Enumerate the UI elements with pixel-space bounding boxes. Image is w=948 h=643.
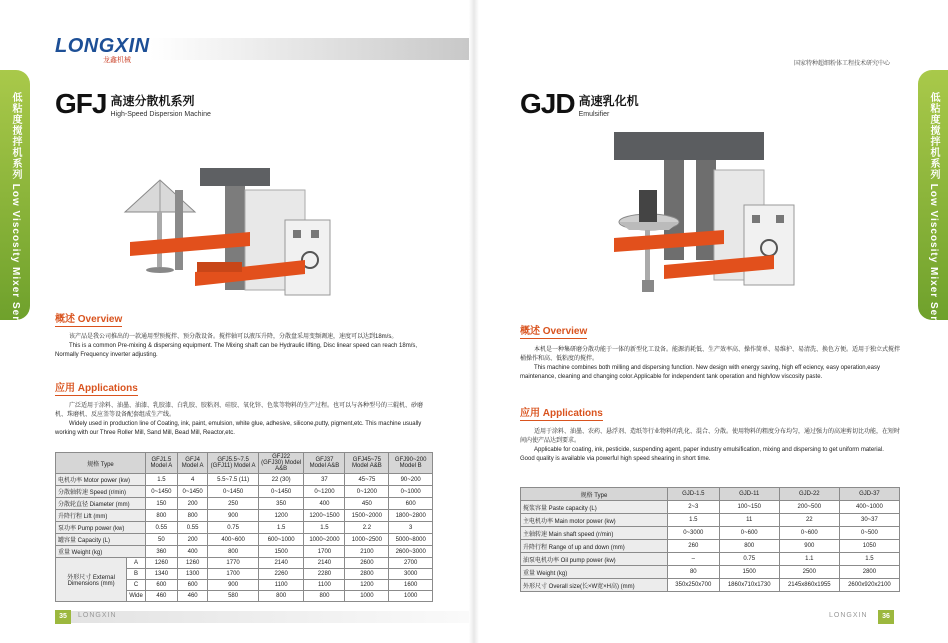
table-row — [56, 510, 433, 522]
table-cell: 2140 — [258, 558, 304, 569]
table-cell: 1050 — [839, 540, 899, 553]
table-header-cell: GFJ37 Model A&B — [304, 453, 345, 474]
table-header-cell: 规格 Type — [56, 453, 146, 474]
table-cell: 2140 — [304, 558, 345, 569]
table-cell: 600~1000 — [258, 534, 304, 546]
table-cell: 2.2 — [345, 522, 389, 534]
table-cell: 0~500 — [839, 527, 899, 540]
table-header-cell: GFJ1.5 Model A — [145, 453, 177, 474]
table-cell: 2280 — [304, 569, 345, 580]
row-label: 升降行程 Lift (mm) — [56, 510, 146, 522]
table-cell: 800 — [145, 510, 177, 522]
table-cell: 1.1 — [779, 553, 839, 566]
overview-zh-right: 本机是一种集研磨分散功能于一体的新型化工设备。能源消耗低、生产效率高、操作简单、易维护、易清洗、换色方便。适用于独立式搅拌桶操作和高、低粘度的搅拌。 — [520, 347, 901, 362]
table-header-cell: GFJ4 Model A — [177, 453, 208, 474]
overview-text-right — [520, 346, 900, 382]
footer-brand-left: LONGXIN — [78, 612, 117, 619]
table-cell: 1.5 — [839, 553, 899, 566]
table-cell: 1.5 — [258, 522, 304, 534]
table-cell: 0~3000 — [667, 527, 719, 540]
overview-text — [55, 333, 433, 360]
table-cell: 200 — [177, 534, 208, 546]
table-cell: 0~1450 — [258, 486, 304, 498]
table-header-cell: GFJ45~75 Model A&B — [345, 453, 389, 474]
gjd-spec-table — [520, 487, 900, 592]
table-cell: 2800 — [839, 566, 899, 579]
table-cell: 350x250x700 — [667, 579, 719, 592]
header-right-sub: 国家特种超细粉体工程技术研究中心 — [793, 61, 890, 67]
table-row — [56, 486, 433, 498]
table-row — [521, 540, 900, 553]
table-cell: 460 — [145, 591, 177, 602]
table-cell: 200 — [177, 498, 208, 510]
table-row — [521, 579, 900, 592]
product-title-zh: 高速分散机系列 — [110, 94, 195, 108]
dim-key: Wide — [127, 591, 146, 602]
row-label: 主轴转速 Main shaft speed (r/min) — [521, 527, 668, 540]
row-label: 重量 Weight (kg) — [521, 566, 668, 579]
overview-en: This is a common Pre-mixing & dispersing equipment. The Mixing shaft can be Hydraulic lifting, Disc linear speed can reach 18m/s, Normally Frequency inverter adjusting. — [55, 343, 418, 358]
table-cell: 0~1450 — [208, 486, 258, 498]
table-cell: 1260 — [177, 558, 208, 569]
table-row — [521, 553, 900, 566]
applications-en-right: Applicable for coating, ink, pesticide, suspending agent, paper industry emulsification, mixing and dispersing to get uniform material. Good quality is available via powerful high speed shearing in short time. — [520, 447, 884, 462]
table-cell: 350 — [258, 498, 304, 510]
table-cell: 360 — [145, 546, 177, 558]
product-title-zh-right: 高速乳化机 — [578, 94, 639, 108]
table-cell: 1100 — [304, 580, 345, 591]
right-page — [474, 0, 948, 643]
footer-bar — [55, 611, 470, 623]
table-row — [56, 498, 433, 510]
table-cell: 1500 — [258, 546, 304, 558]
table-cell: 250 — [208, 498, 258, 510]
applications-en: Widely used in production line of Coating, ink, paint, emulsion, white glue, adhesive, silicone,putty, pigment,etc. This machine usually working with our Three Roller Mill, Sand Mill, Bead Mill, Reactor,etc. — [55, 421, 422, 436]
table-cell: 0~1450 — [145, 486, 177, 498]
page-number-left: 35 — [55, 610, 71, 624]
table-cell: 0.75 — [719, 553, 779, 566]
table-cell: 0.75 — [208, 522, 258, 534]
table-cell: 1000 — [389, 591, 433, 602]
gfj-spec-table — [55, 452, 433, 602]
table-cell: 0~1200 — [304, 486, 345, 498]
table-cell: – — [667, 553, 719, 566]
side-tab-text: 低粘度搅拌机系列 Low Viscosity Mixer Series — [10, 92, 21, 338]
table-cell: 1500 — [719, 566, 779, 579]
table-cell: 22 (30) — [258, 474, 304, 486]
table-cell: 600 — [389, 498, 433, 510]
row-label: 罐容量 Capacity (L) — [56, 534, 146, 546]
table-cell: 50 — [145, 534, 177, 546]
table-cell: 1200~1500 — [304, 510, 345, 522]
table-header-cell: GJD-22 — [779, 488, 839, 501]
table-row — [56, 474, 433, 486]
row-label: 重量 Weight (kg) — [56, 546, 146, 558]
table-row — [521, 514, 900, 527]
table-cell: 1.5 — [145, 474, 177, 486]
row-label: 泵功率 Pump power (kw) — [56, 522, 146, 534]
table-cell: 200~500 — [779, 501, 839, 514]
product-code: GFJ — [55, 88, 107, 119]
table-cell: 600 — [177, 580, 208, 591]
table-header-cell: GFJ5.5~7.5 (GFJ11) Model A — [208, 453, 258, 474]
row-label: 升降行程 Range of up and down (mm) — [521, 540, 668, 553]
table-cell: 1500~2000 — [345, 510, 389, 522]
table-cell: 1340 — [145, 569, 177, 580]
overview-zh: 该产品是我公司推出的一款通用型预搅拌、预分散设备。搅拌轴可以液压升降，分散盘采用变频调速，速度可以达到18m/s。 — [69, 334, 398, 340]
table-cell: 2700 — [389, 558, 433, 569]
row-label: 电机功率 Motor power (kw) — [56, 474, 146, 486]
table-cell: 900 — [208, 580, 258, 591]
table-cell: 1700 — [208, 569, 258, 580]
table-header-cell: 规格 Type — [521, 488, 668, 501]
table-cell: 2~3 — [667, 501, 719, 514]
table-cell: 400 — [177, 546, 208, 558]
product-title-en: High-Speed Dispersion Machine — [110, 111, 211, 118]
footer-brand-right: LONGXIN — [829, 612, 868, 619]
product-title-right — [520, 90, 639, 118]
table-cell: 150 — [145, 498, 177, 510]
table-cell: 2100 — [345, 546, 389, 558]
table-row — [521, 566, 900, 579]
product-title — [55, 90, 211, 118]
table-cell: 1800~2800 — [389, 510, 433, 522]
table-cell: 22 — [779, 514, 839, 527]
applications-zh-right: 适用于涂料、油墨、农药、悬浮剂、造纸等行业物料的乳化、混合、分散。使用物料的粗度分布均匀，通过强力的高速剪切比功能，在短时间内使产品达到要求。 — [520, 429, 901, 444]
product-title-en-right: Emulsifier — [578, 111, 610, 118]
table-cell: 900 — [208, 510, 258, 522]
table-row — [56, 546, 433, 558]
table-cell: 1.5 — [667, 514, 719, 527]
table-cell: 1000 — [345, 591, 389, 602]
table-cell: 0~1000 — [389, 486, 433, 498]
table-cell: 0~1200 — [345, 486, 389, 498]
table-cell: 1000~2500 — [345, 534, 389, 546]
table-cell: 0~1450 — [177, 486, 208, 498]
brand-name: LONGXIN — [55, 35, 150, 57]
emulsifier-machine-image — [604, 130, 804, 300]
applications-zh: 广泛适用于涂料、油墨、油漆、乳胶漆、白乳胶、胶粘剂、硅胶、氧化锌、色浆等物料的生产过程。也可以与各种型号的三辊机、砂磨机、珠磨机、反应釜等设备配套组成生产线。 — [55, 403, 424, 418]
table-cell: 100~150 — [719, 501, 779, 514]
table-cell: 400 — [304, 498, 345, 510]
table-cell: 90~200 — [389, 474, 433, 486]
table-cell: 260 — [667, 540, 719, 553]
page-number-right: 36 — [878, 610, 894, 624]
applications-title-right: 应用 Applications — [520, 404, 603, 421]
table-cell: 800 — [208, 546, 258, 558]
table-cell: 800 — [177, 510, 208, 522]
table-cell: 1770 — [208, 558, 258, 569]
table-cell: 5.5~7.5 (11) — [208, 474, 258, 486]
applications-text — [55, 402, 433, 438]
row-label: 分散轮直径 Diameter (mm) — [56, 498, 146, 510]
table-cell: 450 — [345, 498, 389, 510]
table-cell: 400~600 — [208, 534, 258, 546]
applications-text-right — [520, 428, 900, 464]
overview-title-right: 概述 Overview — [520, 322, 587, 339]
table-cell: 2260 — [258, 569, 304, 580]
side-tab-left — [0, 70, 30, 338]
row-label: 外形尺寸 Overall size(长×W宽×H高) (mm) — [521, 579, 668, 592]
header-right-title: 高新技术企业 — [824, 43, 890, 52]
table-cell: 2800 — [345, 569, 389, 580]
side-tab-right — [918, 70, 948, 338]
table-cell: 4 — [177, 474, 208, 486]
table-cell: 800 — [719, 540, 779, 553]
table-cell: 580 — [208, 591, 258, 602]
brand-sub: 龙鑫机械 — [103, 57, 131, 64]
table-cell: 1200 — [345, 580, 389, 591]
dim-key: B — [127, 569, 146, 580]
table-cell: 2145x860x1955 — [779, 579, 839, 592]
table-cell: 400~1000 — [839, 501, 899, 514]
product-code-right: GJD — [520, 88, 575, 119]
table-header-cell: GJD-1.5 — [667, 488, 719, 501]
table-cell: 2600x920x2100 — [839, 579, 899, 592]
table-row — [521, 527, 900, 540]
dim-key: A — [127, 558, 146, 569]
table-cell: 0~600 — [719, 527, 779, 540]
table-cell: 30~37 — [839, 514, 899, 527]
table-cell: 900 — [779, 540, 839, 553]
table-cell: 5000~8000 — [389, 534, 433, 546]
table-cell: 1260 — [145, 558, 177, 569]
table-cell: 1000~2000 — [304, 534, 345, 546]
table-cell: 2600~3000 — [389, 546, 433, 558]
table-row — [56, 534, 433, 546]
table-row — [521, 501, 900, 514]
row-label: 油泵电机功率 Oil pump power (kw) — [521, 553, 668, 566]
table-cell: 1100 — [258, 580, 304, 591]
dispersion-machine-image — [105, 160, 335, 305]
table-row — [56, 522, 433, 534]
table-cell: 600 — [145, 580, 177, 591]
header-bar — [150, 38, 470, 60]
table-cell: 2600 — [345, 558, 389, 569]
brand-logo — [55, 35, 150, 65]
row-label: 外形尺寸 External Dimensions (mm) — [56, 558, 127, 602]
table-header-cell: GFJ22 (GFJ30) Model A&B — [258, 453, 304, 474]
row-label: 搅浆容量 Paste capacity (L) — [521, 501, 668, 514]
table-row — [56, 558, 433, 569]
table-header-cell: GJD-11 — [719, 488, 779, 501]
table-cell: 0.55 — [177, 522, 208, 534]
table-cell: 11 — [719, 514, 779, 527]
table-header-cell: GJD-37 — [839, 488, 899, 501]
table-cell: 45~75 — [345, 474, 389, 486]
row-label: 主电机功率 Main motor power (kw) — [521, 514, 668, 527]
side-tab-text-right: 低粘度搅拌机系列 Low Viscosity Mixer Series — [928, 92, 939, 338]
overview-en-right: This machine combines both milling and dispersing function. New design with energy saving, high eff eciency, easy operation,easy maintenance, cleaning and changing color.Applicable for independent tank operation and high/low viscosity paste. — [520, 365, 880, 380]
applications-title: 应用 Applications — [55, 379, 138, 396]
table-cell: 1300 — [177, 569, 208, 580]
table-cell: 1700 — [304, 546, 345, 558]
overview-title: 概述 Overview — [55, 310, 122, 327]
header-right-text — [794, 42, 890, 67]
table-cell: 37 — [304, 474, 345, 486]
row-label: 分散轴转速 Speed (r/min) — [56, 486, 146, 498]
table-cell: 800 — [258, 591, 304, 602]
table-cell: 80 — [667, 566, 719, 579]
table-cell: 460 — [177, 591, 208, 602]
table-header-row — [521, 488, 900, 501]
table-cell: 0~600 — [779, 527, 839, 540]
table-header-row — [56, 453, 433, 474]
table-cell: 3 — [389, 522, 433, 534]
table-cell: 1200 — [258, 510, 304, 522]
dim-key: C — [127, 580, 146, 591]
table-cell: 1.5 — [304, 522, 345, 534]
table-cell: 3000 — [389, 569, 433, 580]
table-cell: 2500 — [779, 566, 839, 579]
table-header-cell: GFJ90~200 Model B — [389, 453, 433, 474]
table-cell: 1600 — [389, 580, 433, 591]
table-cell: 0.55 — [145, 522, 177, 534]
table-cell: 800 — [304, 591, 345, 602]
table-cell: 1860x710x1730 — [719, 579, 779, 592]
